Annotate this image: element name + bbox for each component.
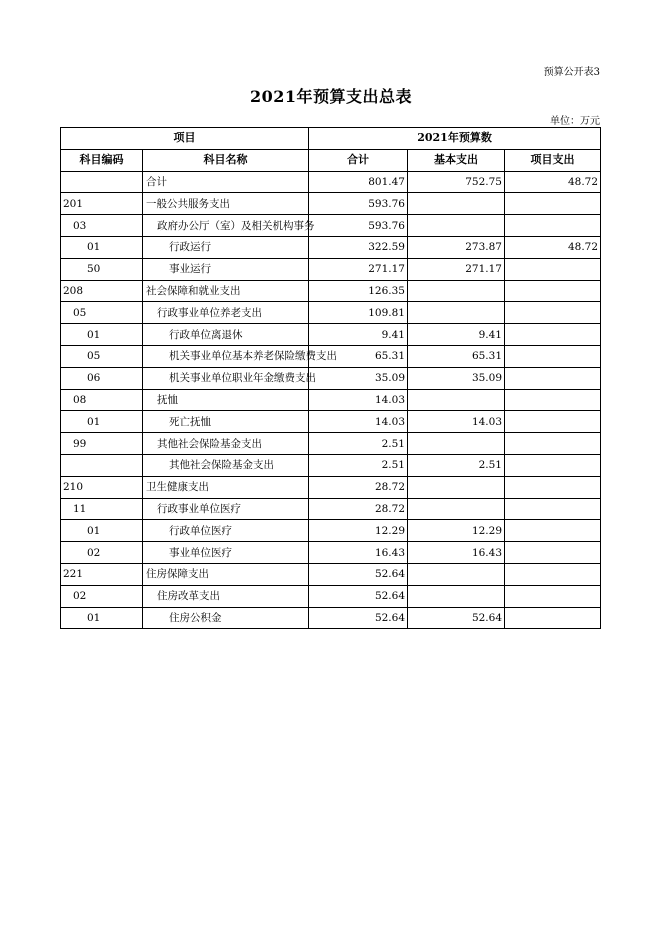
table-row	[61, 498, 601, 520]
total-value: 801.47	[309, 171, 408, 193]
total-value: 28.72	[309, 476, 408, 498]
total-value: 65.31	[309, 345, 408, 367]
subject-name: 机关事业单位基本养老保险缴费支出	[143, 345, 309, 367]
total-value: 35.09	[309, 367, 408, 389]
subject-name: 死亡抚恤	[143, 411, 309, 433]
subject-code: 01	[61, 411, 143, 433]
subject-code	[61, 171, 143, 193]
subject-name: 行政单位医疗	[143, 520, 309, 542]
table-row	[61, 389, 601, 411]
subject-name: 住房改革支出	[143, 585, 309, 607]
subject-name: 机关事业单位职业年金缴费支出	[143, 367, 309, 389]
project-expense-value	[505, 411, 601, 433]
project-expense-value	[505, 607, 601, 629]
unit-label: 单位：万元	[550, 116, 600, 127]
subject-name: 事业单位医疗	[143, 542, 309, 564]
table-row	[61, 367, 601, 389]
header-project: 项目	[61, 128, 309, 150]
basic-expense-value	[408, 563, 505, 585]
header-code: 科目编码	[61, 149, 143, 171]
page-title: 2021年预算支出总表	[249, 87, 413, 106]
table-row	[61, 542, 601, 564]
basic-expense-value: 271.17	[408, 258, 505, 280]
basic-expense-value: 9.41	[408, 324, 505, 346]
subject-code: 01	[61, 520, 143, 542]
table-row	[61, 563, 601, 585]
basic-expense-value: 2.51	[408, 454, 505, 476]
subject-name: 事业运行	[143, 258, 309, 280]
project-expense-value	[505, 367, 601, 389]
total-value: 52.64	[309, 607, 408, 629]
subject-code: 03	[61, 215, 143, 237]
total-value: 593.76	[309, 215, 408, 237]
table-row	[61, 585, 601, 607]
header-total: 合计	[309, 149, 408, 171]
subject-code: 02	[61, 585, 143, 607]
header-budget-group: 2021年预算数	[309, 128, 601, 150]
form-number-label: 预算公开表3	[543, 67, 600, 78]
budget-expenditure-table	[60, 127, 601, 629]
subject-code: 01	[61, 607, 143, 629]
table-row	[61, 476, 601, 498]
table-row	[61, 345, 601, 367]
table-row	[61, 324, 601, 346]
subject-name: 行政事业单位医疗	[143, 498, 309, 520]
subject-code: 99	[61, 433, 143, 455]
header-basic: 基本支出	[408, 149, 505, 171]
subject-code: 221	[61, 563, 143, 585]
basic-expense-value: 35.09	[408, 367, 505, 389]
basic-expense-value: 52.64	[408, 607, 505, 629]
basic-expense-value	[408, 585, 505, 607]
total-value: 126.35	[309, 280, 408, 302]
total-value: 593.76	[309, 193, 408, 215]
header-name: 科目名称	[143, 149, 309, 171]
table-row	[61, 433, 601, 455]
table-row	[61, 520, 601, 542]
total-value: 14.03	[309, 389, 408, 411]
subject-code: 05	[61, 302, 143, 324]
project-expense-value	[505, 302, 601, 324]
subject-code: 08	[61, 389, 143, 411]
basic-expense-value	[408, 302, 505, 324]
table-row	[61, 411, 601, 433]
subject-code: 01	[61, 236, 143, 258]
table-row	[61, 171, 601, 193]
basic-expense-value	[408, 433, 505, 455]
subject-name: 住房保障支出	[143, 563, 309, 585]
basic-expense-value: 752.75	[408, 171, 505, 193]
basic-expense-value: 12.29	[408, 520, 505, 542]
total-value: 271.17	[309, 258, 408, 280]
project-expense-value	[505, 345, 601, 367]
project-expense-value	[505, 389, 601, 411]
total-value: 9.41	[309, 324, 408, 346]
header-project-expense: 项目支出	[505, 149, 601, 171]
basic-expense-value: 16.43	[408, 542, 505, 564]
basic-expense-value	[408, 280, 505, 302]
subject-code: 201	[61, 193, 143, 215]
project-expense-value	[505, 324, 601, 346]
subject-code: 02	[61, 542, 143, 564]
project-expense-value	[505, 433, 601, 455]
subject-code: 01	[61, 324, 143, 346]
basic-expense-value: 273.87	[408, 236, 505, 258]
subject-name: 住房公积金	[143, 607, 309, 629]
total-value: 2.51	[309, 433, 408, 455]
table-row	[61, 280, 601, 302]
subject-code: 06	[61, 367, 143, 389]
basic-expense-value: 14.03	[408, 411, 505, 433]
header-row-columns	[61, 149, 601, 171]
subject-name: 抚恤	[143, 389, 309, 411]
subject-code: 11	[61, 498, 143, 520]
total-value: 322.59	[309, 236, 408, 258]
basic-expense-value	[408, 193, 505, 215]
project-expense-value	[505, 542, 601, 564]
basic-expense-value	[408, 215, 505, 237]
table-row	[61, 302, 601, 324]
project-expense-value	[505, 215, 601, 237]
project-expense-value	[505, 498, 601, 520]
subject-code: 210	[61, 476, 143, 498]
basic-expense-value: 65.31	[408, 345, 505, 367]
subject-code: 05	[61, 345, 143, 367]
table-row	[61, 258, 601, 280]
subject-name: 卫生健康支出	[143, 476, 309, 498]
basic-expense-value	[408, 476, 505, 498]
subject-name: 合计	[143, 171, 309, 193]
subject-name: 一般公共服务支出	[143, 193, 309, 215]
table-row	[61, 454, 601, 476]
table-row	[61, 193, 601, 215]
table-body	[61, 171, 601, 629]
total-value: 109.81	[309, 302, 408, 324]
total-value: 2.51	[309, 454, 408, 476]
total-value: 28.72	[309, 498, 408, 520]
subject-name: 其他社会保险基金支出	[143, 433, 309, 455]
project-expense-value	[505, 454, 601, 476]
project-expense-value	[505, 193, 601, 215]
table-row	[61, 236, 601, 258]
project-expense-value	[505, 520, 601, 542]
subject-code: 208	[61, 280, 143, 302]
total-value: 12.29	[309, 520, 408, 542]
subject-name: 行政运行	[143, 236, 309, 258]
subject-name: 其他社会保险基金支出	[143, 454, 309, 476]
subject-code: 50	[61, 258, 143, 280]
total-value: 52.64	[309, 585, 408, 607]
subject-name: 政府办公厅（室）及相关机构事务	[143, 215, 309, 237]
table-row	[61, 215, 601, 237]
project-expense-value	[505, 563, 601, 585]
project-expense-value: 48.72	[505, 236, 601, 258]
table-row	[61, 607, 601, 629]
project-expense-value: 48.72	[505, 171, 601, 193]
total-value: 14.03	[309, 411, 408, 433]
basic-expense-value	[408, 498, 505, 520]
project-expense-value	[505, 476, 601, 498]
total-value: 52.64	[309, 563, 408, 585]
header-row-group	[61, 128, 601, 150]
project-expense-value	[505, 280, 601, 302]
subject-name: 行政单位离退休	[143, 324, 309, 346]
subject-code	[61, 454, 143, 476]
basic-expense-value	[408, 389, 505, 411]
project-expense-value	[505, 585, 601, 607]
subject-name: 社会保障和就业支出	[143, 280, 309, 302]
subject-name: 行政事业单位养老支出	[143, 302, 309, 324]
total-value: 16.43	[309, 542, 408, 564]
project-expense-value	[505, 258, 601, 280]
